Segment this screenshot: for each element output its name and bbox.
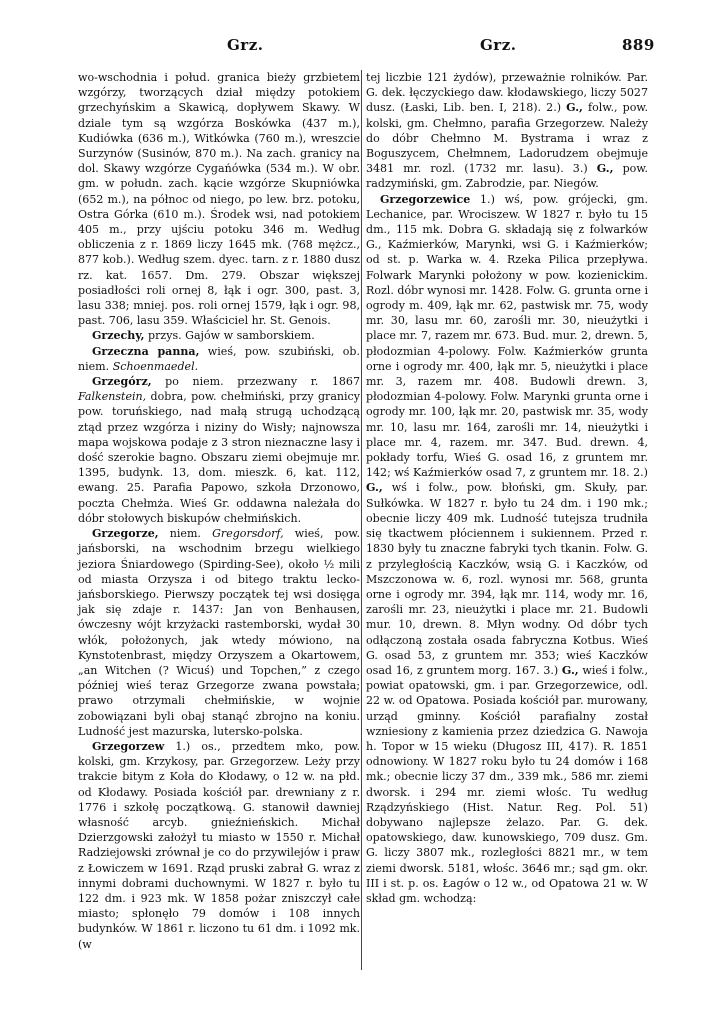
entry-text: tej liczbie 121 żydów), przeważnie rolników. Par. G. dek. łęczyckiego daw. kłodawskiego, liczy 5027 dusz. (Łaski, Lib. ben. I, 218). 2.) — [366, 71, 648, 115]
entry-text-tail: wieś, pow. jańsborski, na wschodnim brzegu wielkiego jeziora Śniardowego (Spirding-See), około ½ mili od miasta Orzysza i od bitego traktu lecko-jańsborskiego. Pierwszy początek tej wsi dosięga jak się zdaje r. 1437: Jan von Benhausen, ówczesny wójt krzyżacki rastemborski, wydał 30 włók, położonych, jak wtedy mówiono, na Kynstotenbrast, między Orzyszem a Okartowem, „an Witchen (? Wicuś) und Topchen,” z czego później wieś teraz Grzegorze zwana powstała; prawo otrzymali chełmińskie, w wojnie zobowiązani byli obaj stanąć zbrojno na koniu. Ludność jest mazurska, lutersko-polska. — [78, 527, 360, 738]
entry-headword: Grzechy, — [92, 329, 145, 343]
entry-paragraph — [78, 328, 360, 343]
entry-text: 1.) os., przedtem mko, pow. kolski, gm. Krzykosy, par. Grzegorzew. Leży przy trakcie bitym z Koła do Kłodawy, o 12 w. na płd. od Kłodawy. Posiada kościół par. drewniany z r. 1776 i szkołę początkową. G. stanowił dawniej własność arcyb. gnieźnieńskich. Michał Dzierzgowski założył tu miasto w 1550 r. Michał Radziejowski zrównał je co do przywilejów i praw z Łowiczem w 1691. Rząd pruski zabrał G. wraz z innymi dobrami duchownymi. W 1827 r. było tu 122 dm. i 923 mk. W 1858 pożar zniszczył całe miasto; spłonęło 79 domów i 108 innych budynków. W 1861 r. liczono tu 61 dm. i 1092 mk. (w — [78, 739, 360, 951]
entry-paragraph — [78, 70, 360, 328]
entry-italic: Schoenmaedel. — [112, 359, 199, 373]
right-column — [366, 70, 648, 906]
entry-paragraph — [78, 344, 360, 374]
entry-text: wo-wschodnia i połud. granica bieży grzbietem wzgórzy, tworzących dział między potokiem grzechyńskim a Skawicą, dopływem Skawy. W dziale tym są wzgórza Boskówka (437 m.), Kudiówka (636 m.), Witkówka (760 m.), wreszcie Surzynów (Susinów, 870 m.). Na zach. granicy na dol. Skawy wzgórze Cygańówka (534 m.). W obr. gm. w połudn. zach. kącie wzgórze Skupniówka (652 m.), na północ od niego, po lew. brz. potoku, Ostra Górka (610 m.). Środek wsi, nad potokiem 405 m., przy ujściu potoku 346 m. Według obliczenia z r. 1869 liczy 1645 mk. (768 mężcz., 877 kob.). Według szem. dyec. tarn. z r. 1880 dusz rz. kat. 1657. Dm. 279. Obszar większej posiadłości roli ornej 8, łąk i ogr. 300, past. 3, lasu 338; mniej. pos. roli ornej 1579, łąk i ogr. 98, past. 706, lasu 359. Właściciel hr. St. Genois. — [78, 71, 360, 328]
entry-headword: Grzegórz, — [92, 375, 152, 389]
entry-headword: Grzeczna panna, — [92, 344, 200, 358]
entry-paragraph — [78, 374, 360, 526]
entry-text: po niem. przezwany r. 1867 — [151, 375, 360, 389]
entry-text-tail: wieś i folw., powiat opatowski, gm. i par. Grzegorzewice, odl. 22 w. od Opatowa. Posiada kościół par. murowany, urząd gminny. Kościół parafialny został wzniesiony z kamienia przez dziedzica G. Nawoja h. Topor w 15 wieku (Długosz III, 417). R. 1851 odnowiony. W 1827 roku było tu 24 domów i 168 mk.; obecnie liczy 37 dm., 339 mk., 586 mr. ziemi dworsk. i 294 mr. ziemi włośc. Tu według Rządzyńskiego (Hist. Natur. Reg. Pol. 51) dobywano najlepsze żelazo. Par. G. dek. opatowskiego, daw. kunowskiego, 709 dusz. Gm. G. liczy 3807 mk., rozległości 8821 mr., w tem ziemi dworsk. 5181, włośc. 3646 mr.; sąd gm. okr. III i st. p. os. Łagów o 12 w., od Opatowa 21 w. W skład gm. wchodzą: — [366, 663, 649, 905]
entry-headword: Grzegorzew — [92, 739, 165, 753]
entry-subhead: G., — [561, 663, 579, 677]
entry-text-tail: dobra, pow. chełmiński, przy granicy pow. toruńskiego, nad małą strugą uchodzącą ztąd przez wzgórza i niziny do Wisły; najnowsza mapa wojskowa podaje z 3 stron nieznaczne lasy i dość szerokie bagno. Obszaru ziemi obejmuje mr. 1395, budynk. 13, dom. mieszk. 6, kat. 112, ewang. 25. Parafia Papowo, szkoła Drzonowo, poczta Chełmża. Wieś Gr. oddawna należała do dóbr stołowych biskupów chełmińskich. — [78, 390, 360, 525]
running-head-center: Grz. — [480, 36, 517, 54]
entry-paragraph — [366, 192, 648, 907]
page-header — [0, 36, 720, 60]
entry-paragraph — [366, 70, 648, 192]
entry-italic: Gregorsdorf, — [212, 527, 284, 541]
entry-subhead: G., — [566, 101, 583, 115]
entry-text: 1.) wś, pow. grójecki, gm. Lechanice, par. Wrociszew. W 1827 r. było tu 15 dm., 115 mk. Dobra G. składają się z folwarków G., Kaźmierków, Maryn​ki, wsi G. i Kaźmierków; od st. p. Warka w. 4. Rzeka Pilica przepływa. Folwark Marynki położony w pow. kozienickim. Rozl. dóbr wynosi mr. 1428. Folw. G. grunta orne i ogrody m. 409, łąk mr. 62, pastwisk mr. 75, wody mr. 30, lasu mr. 60, zarośli mr. 30, nieużytki i place mr. 7, razem mr. 673. Bud. mur. 2, drewn. 5, płodozmian 4-polowy. Folw. Kaźmierków grunta orne i ogrody mr. 400, łąk mr. 5, nieużytki i place mr. 3, razem mr. 408. Budowli drewn. 3, płodozmian 4-polowy. Folw. Marynki grunta orne i ogrody mr. 100, łąk mr. 20, pastwisk mr. 35, wody mr. 10, lasu mr. 164, zarośli mr. 14, nieużytki i place mr. 4, razem. mr. 347. Bud. drewn. 4, pokłady torfu, Wieś G. osad 16, z gruntem mr. 142; wś Kaźmierków osad 7, z gruntem mr. 18. 2.) — [366, 192, 649, 480]
entry-paragraph — [78, 739, 360, 952]
column-divider — [361, 70, 362, 970]
entry-italic: Falkenstein, — [78, 390, 147, 404]
entry-subhead: G., — [596, 162, 614, 176]
entry-subhead: G., — [366, 481, 383, 495]
entry-text: przys. Gajów w samborskiem. — [144, 329, 315, 343]
entry-text-tail: pow. radzymiński, gm. Zabrodzie, par. Niegów. — [366, 162, 648, 191]
entry-text: wieś, pow. szubiński, ob. niem. — [78, 344, 360, 373]
entry-headword: Grzegorze, — [92, 527, 159, 541]
entry-text-tail: folw., pow. kolski, gm. Chełmno, parafia Grzegorzew. Należy do dóbr Chełmno M. Bystrama i wraz z Boguszycem, Chełmnem, Ladorudzem obejmuje 3481 mr. rozl. (1732 mr. lasu). 3.) — [366, 101, 649, 176]
entry-text-tail: wś i folw., pow. błoński, gm. Skuły, par. Sułkówka. W 1827 r. było tu 24 dm. i 190 mk.; obecnie liczy 409 mk. Ludność tutejsza trudniła się tkactwem płóciennem i sukiennem. Przed r. 1830 były tu znaczne fabryki tych tkanin. Folw. G. z przyległością Kaczków, wsią G. i Kaczków, od Mszczonowa w. 6, rozl. wynosi mr. 568, grunta orne i ogrody mr. 394, łąk mr. 114, wody mr. 16, zarośli mr. 23, nieużytki i place mr. 21. Budowli mur. 10, drewn. 8. Młyn wodny. Od dóbr tych odłączoną została osada fabryczna Kotbus. Wieś G. osad 53, z gruntem mr. 353; wieś Kaczków osad 16, z gruntem morg. 167. 3.) — [366, 481, 648, 677]
entry-headword: Grzegorzewice — [380, 192, 471, 206]
page-number: 889 — [622, 36, 655, 54]
entry-paragraph — [78, 526, 360, 739]
running-head-left: Grz. — [227, 36, 264, 54]
entry-text: niem. — [158, 527, 213, 541]
left-column — [78, 70, 360, 952]
